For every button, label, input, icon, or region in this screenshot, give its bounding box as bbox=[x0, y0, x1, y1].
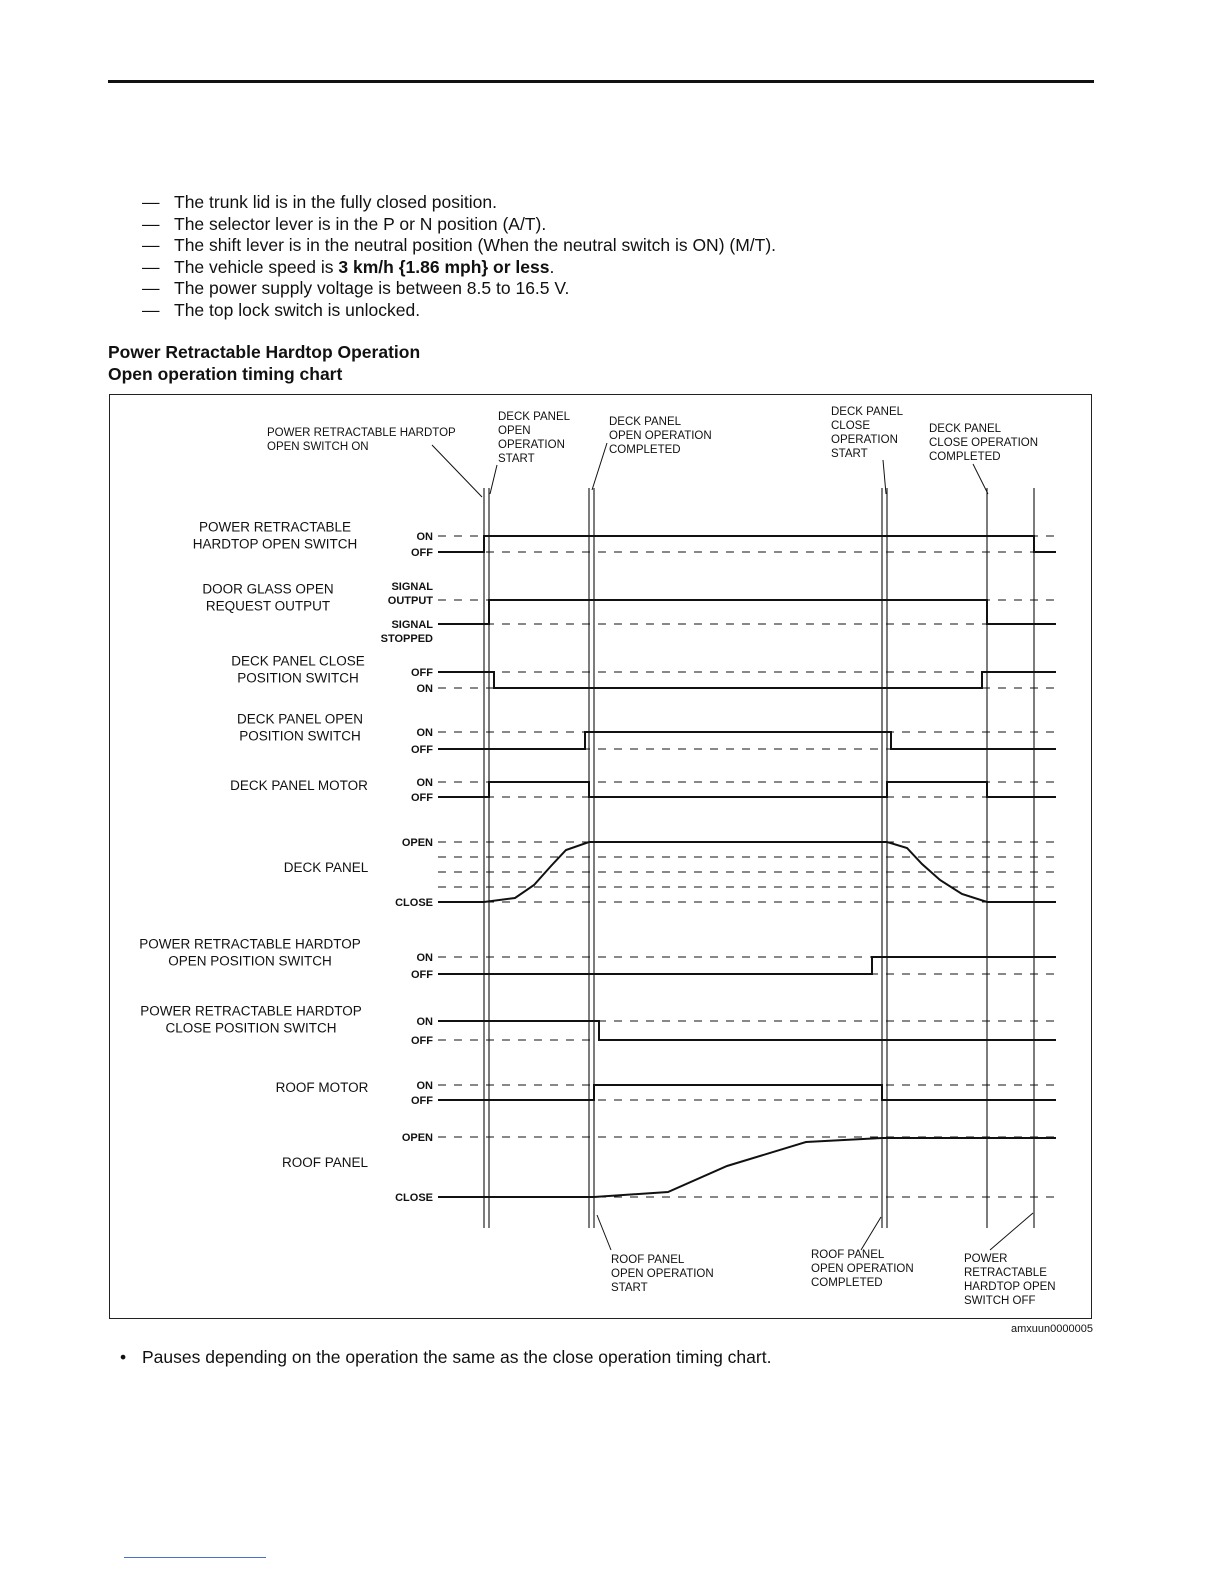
level-label-low: CLOSE bbox=[395, 1192, 433, 1204]
annotation-deck-open-start: OPERATION bbox=[498, 439, 565, 451]
level-label-low: OFF bbox=[411, 792, 433, 804]
signal-name: DECK PANEL OPEN bbox=[236, 711, 364, 727]
level-label-high: ON bbox=[416, 1016, 433, 1028]
leader-line bbox=[592, 443, 607, 490]
level-label-high: ON bbox=[416, 531, 433, 543]
annotation-roof-open-completed: OPEN OPERATION bbox=[811, 1263, 914, 1275]
section-subtitle: Open operation timing chart bbox=[108, 364, 343, 384]
level-label-low: STOPPED bbox=[380, 633, 433, 645]
level-label-high: ON bbox=[416, 952, 433, 964]
leader-line bbox=[861, 1217, 881, 1250]
level-label-high: OFF bbox=[411, 667, 433, 679]
condition-text: . bbox=[549, 256, 555, 277]
annotation-deck-close-start: OPERATION bbox=[831, 434, 898, 446]
annotation-switch-off: POWER bbox=[964, 1253, 1008, 1265]
footer-link-underline bbox=[124, 1557, 266, 1558]
annotation-switch-on: POWER RETRACTABLE HARDTOP bbox=[267, 427, 456, 439]
waveform-6 bbox=[438, 957, 1056, 974]
signal-name: REQUEST OUTPUT bbox=[205, 598, 331, 614]
condition-text: The shift lever is in the neutral position (When the neutral switch is ON) (M/T). bbox=[174, 235, 777, 256]
signal-name: DECK PANEL bbox=[283, 860, 369, 875]
leader-line bbox=[973, 464, 988, 494]
waveform-4 bbox=[438, 782, 1056, 797]
leader-line bbox=[490, 465, 497, 494]
waveform-0 bbox=[438, 536, 1056, 552]
dash: — bbox=[142, 299, 160, 320]
section-title: Power Retractable Hardtop Operation bbox=[108, 342, 421, 362]
signal-name: POWER RETRACTABLE bbox=[198, 519, 352, 535]
level-label-high: ON bbox=[416, 777, 433, 789]
signal-name: POSITION SWITCH bbox=[237, 670, 359, 686]
annotation-switch-off: HARDTOP OPEN bbox=[964, 1281, 1056, 1293]
annotation-switch-off: SWITCH OFF bbox=[964, 1295, 1036, 1307]
note-text: Pauses depending on the operation the same as the close operation timing chart. bbox=[142, 1347, 772, 1367]
signal-name: ROOF PANEL bbox=[281, 1155, 369, 1170]
note bbox=[120, 1347, 771, 1368]
leader-line bbox=[883, 460, 886, 494]
condition-text: The power supply voltage is between 8.5 to 16.5 V. bbox=[174, 278, 570, 299]
level-label-high: OPEN bbox=[401, 1132, 433, 1144]
condition-text: The top lock switch is unlocked. bbox=[174, 299, 421, 320]
level-label-low: OFF bbox=[411, 744, 433, 756]
signal-name: DECK PANEL MOTOR bbox=[230, 778, 368, 793]
condition-text: The trunk lid is in the fully closed position. bbox=[174, 192, 497, 212]
annotation-deck-open-start: START bbox=[498, 453, 535, 465]
dash: — bbox=[142, 213, 160, 234]
dash: — bbox=[142, 192, 160, 212]
waveform-1 bbox=[438, 600, 1056, 624]
annotation-roof-open-completed: COMPLETED bbox=[811, 1277, 883, 1289]
annotation-deck-close-completed: DECK PANEL bbox=[929, 423, 1002, 435]
level-label-low: SIGNAL bbox=[391, 619, 433, 631]
annotation-deck-close-completed: CLOSE OPERATION bbox=[929, 437, 1039, 449]
annotation-deck-open-start: DECK PANEL bbox=[498, 411, 571, 423]
level-label-high: OPEN bbox=[401, 837, 433, 849]
signal-name: POWER RETRACTABLE HARDTOP bbox=[140, 1003, 362, 1019]
signal-name: CLOSE POSITION SWITCH bbox=[165, 1020, 337, 1036]
waveform-9 bbox=[438, 1138, 1056, 1197]
annotation-deck-open-start: OPEN bbox=[498, 425, 531, 437]
annotation-switch-on: OPEN SWITCH ON bbox=[267, 441, 369, 453]
signal-name: DOOR GLASS OPEN bbox=[202, 581, 334, 597]
annotation-deck-close-start: CLOSE bbox=[831, 420, 870, 432]
waveform-7 bbox=[438, 1021, 1056, 1040]
level-label-low: OFF bbox=[411, 969, 433, 981]
annotation-deck-open-completed: DECK PANEL bbox=[609, 416, 682, 428]
condition-text: The vehicle speed is bbox=[174, 256, 339, 277]
waveform-8 bbox=[438, 1085, 1056, 1100]
dash: — bbox=[142, 278, 160, 299]
leader-line bbox=[990, 1213, 1033, 1250]
annotation-roof-open-start: START bbox=[611, 1282, 648, 1294]
annotation-deck-open-completed: COMPLETED bbox=[609, 444, 681, 456]
waveform-3 bbox=[438, 732, 1056, 749]
signal-name: POWER RETRACTABLE HARDTOP bbox=[139, 936, 361, 952]
dash: — bbox=[142, 256, 160, 277]
signal-name: POSITION SWITCH bbox=[239, 728, 361, 744]
level-label-low: ON bbox=[416, 683, 433, 695]
speed-limit: 3 km/h {1.86 mph} or less bbox=[338, 256, 550, 277]
level-label-high: OUTPUT bbox=[387, 595, 433, 607]
level-label-high: ON bbox=[416, 1080, 433, 1092]
annotation-roof-open-start: ROOF PANEL bbox=[611, 1254, 685, 1266]
level-label-high: ON bbox=[416, 727, 433, 739]
annotation-deck-close-start: START bbox=[831, 448, 868, 460]
level-label-low: CLOSE bbox=[395, 897, 433, 909]
annotation-roof-open-start: OPEN OPERATION bbox=[611, 1268, 714, 1280]
bullet-icon: • bbox=[120, 1347, 127, 1367]
dash: — bbox=[142, 235, 160, 256]
signal-name: ROOF MOTOR bbox=[275, 1080, 369, 1095]
waveform-2 bbox=[438, 672, 1056, 688]
annotation-switch-off: RETRACTABLE bbox=[964, 1267, 1047, 1279]
level-label-low: OFF bbox=[411, 547, 433, 559]
level-label-low: OFF bbox=[411, 1035, 433, 1047]
annotation-roof-open-completed: ROOF PANEL bbox=[811, 1249, 885, 1261]
annotation-deck-open-completed: OPEN OPERATION bbox=[609, 430, 712, 442]
level-label-low: OFF bbox=[411, 1095, 433, 1107]
condition-text: The selector lever is in the P or N position (A/T). bbox=[174, 213, 547, 234]
leader-line bbox=[597, 1215, 611, 1250]
signal-name: HARDTOP OPEN SWITCH bbox=[192, 536, 358, 552]
level-label-high: SIGNAL bbox=[391, 581, 433, 593]
annotation-deck-close-completed: COMPLETED bbox=[929, 451, 1001, 463]
signal-name: OPEN POSITION SWITCH bbox=[168, 953, 332, 969]
leader-line bbox=[432, 445, 482, 497]
figure-id: amxuun0000005 bbox=[1011, 1323, 1093, 1335]
annotation-deck-close-start: DECK PANEL bbox=[831, 406, 904, 418]
signal-name: DECK PANEL CLOSE bbox=[231, 653, 365, 669]
